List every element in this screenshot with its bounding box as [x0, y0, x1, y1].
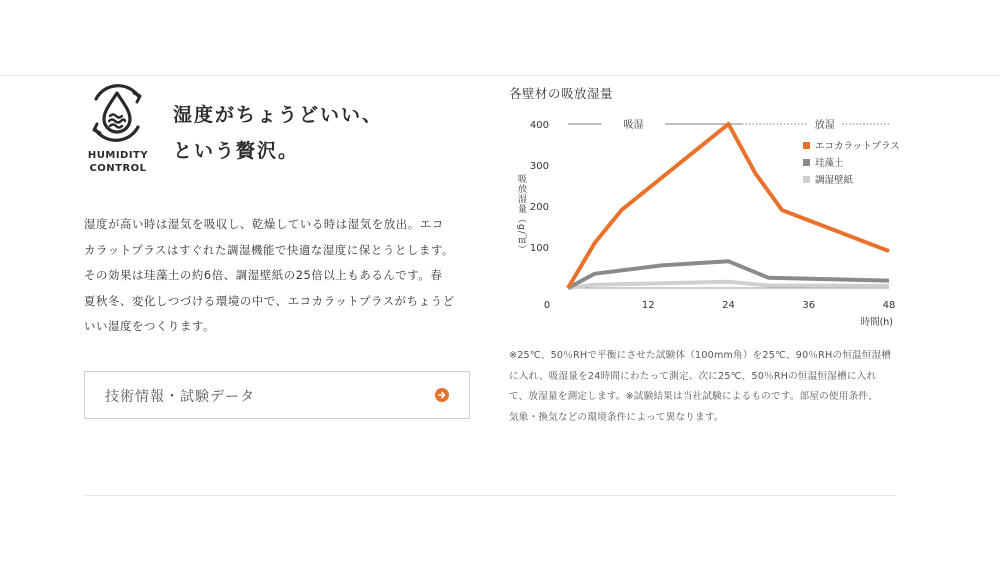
- y-tick-label: 400: [529, 120, 549, 131]
- chart-legend: [803, 141, 900, 186]
- x-axis-label: 時間(h): [860, 317, 893, 328]
- body-line: いい湿度をつくります。: [84, 319, 215, 333]
- x-tick-label: 0: [543, 300, 551, 311]
- series-line-3: [568, 282, 889, 288]
- note-line: 気象・換気などの環境条件によって異なります。: [509, 411, 724, 423]
- chart: [505, 108, 900, 333]
- note-line: に入れ、吸湿量を24時間にわたって測定。次に25℃、50％RHの恒温恒湿槽に入れ: [509, 370, 877, 382]
- headline-line1: 湿度がちょうどいい、: [173, 104, 384, 126]
- x-tick-label: 48: [882, 300, 896, 311]
- x-tick-label: 36: [802, 300, 816, 311]
- note-line: ※25℃、50％RHで平衡にさせた試験体（100mm角）を25℃、90％RHの恒温恒湿槽: [509, 350, 892, 361]
- tech-info-button-label: 技術情報・試験データ: [105, 389, 255, 405]
- logo-caption-line2: CONTROL: [89, 163, 147, 174]
- test-note: [509, 346, 899, 428]
- tech-info-button[interactable]: [84, 371, 470, 419]
- y-tick-label: 100: [529, 243, 549, 254]
- body-line: その効果は珪藻土の約6倍、調湿壁紙の25倍以上もあるんです。春: [84, 268, 443, 282]
- legend-label: 珪藻土: [815, 158, 844, 169]
- body-text: [84, 212, 479, 340]
- logo-caption-line1: HUMIDITY: [87, 150, 149, 161]
- humidity-cycle-icon: [84, 80, 150, 146]
- legend-swatch: [803, 159, 810, 166]
- x-tick-label: 12: [641, 300, 655, 311]
- legend-swatch: [803, 176, 810, 183]
- logo-caption: [78, 149, 158, 175]
- legend-label: エコカラットプラス: [815, 141, 900, 152]
- release-phase-label: 放湿: [814, 120, 835, 131]
- absorb-phase-label: 吸湿: [623, 120, 644, 131]
- body-line: 夏秋冬、変化しつづける環境の中で、エコカラットプラスがちょうど: [84, 293, 455, 308]
- chart-title: 各壁材の吸放湿量: [509, 86, 614, 101]
- legend-swatch: [803, 142, 810, 149]
- headline-line2: という贅沢。: [173, 140, 300, 162]
- y-tick-label: 300: [529, 161, 549, 172]
- top-divider: [0, 75, 1000, 76]
- bottom-divider: [84, 495, 896, 496]
- headline: [173, 97, 383, 169]
- y-tick-label: 200: [529, 202, 549, 213]
- note-line: て、放湿量を測定します。※試験結果は当社試験によるものです。部屋の使用条件、: [509, 391, 878, 402]
- x-tick-label: 24: [722, 300, 735, 311]
- legend-label: 調湿壁紙: [815, 175, 854, 186]
- y-axis-label: 吸放湿量（g/㎡）: [516, 174, 526, 255]
- body-line: 湿度が高い時は湿気を吸収し、乾燥している時は湿気を放出。エコ: [84, 217, 444, 231]
- body-line: カラットプラスはすぐれた調湿機能で快適な湿度に保とうとします。: [84, 242, 454, 257]
- arrow-circle-right-icon: [435, 388, 449, 402]
